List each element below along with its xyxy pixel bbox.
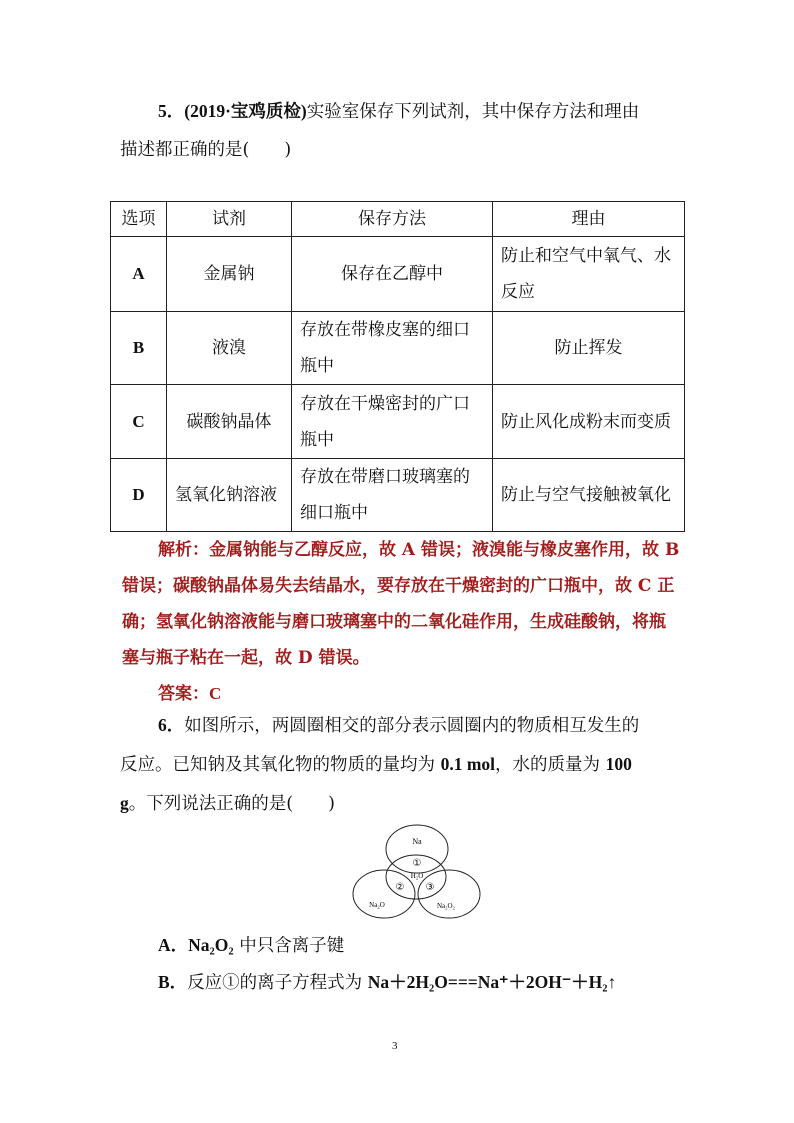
table-row [111,312,685,385]
question-6-line1: 如图所示，两圆圈相交的部分表示圆圈内的物质相互发生的 [184,716,640,736]
option-b-equation: Na＋2H₂O===Na⁺＋2OH⁻＋H₂↑ [367,972,617,992]
table-header-row [111,202,685,237]
option-a-formula: Na₂O₂ [188,935,234,955]
row-option: C [111,385,167,459]
row-reason: 防止和空气中氧气、水反应 [493,237,685,312]
answer-label: 答案 [158,684,192,704]
row-method: 存放在干燥密封的广口瓶中 [292,385,493,459]
answer-value: C [209,684,222,703]
question-6-mass-unit: g [120,793,129,813]
circle-na2o [353,870,415,918]
reagent-table [110,201,685,532]
mark-2: ② [395,882,405,893]
reaction-venn-diagram [350,822,484,922]
option-b [158,964,616,1001]
question-6-amount: 0.1 mol [440,754,496,774]
question-6 [120,706,680,823]
mark-1: ① [412,858,422,869]
row-reagent: 金属钠 [167,237,292,312]
option-a [158,927,344,964]
header-reason: 理由 [493,202,685,237]
answer-block: 答案：C [158,684,222,704]
label-na: Na [412,837,422,846]
page-number: 3 [392,1040,398,1052]
question-5 [120,92,680,169]
row-reason: 防止风化成粉末而变质 [493,385,685,459]
label-na2o2: Na₂O₂ [436,902,456,910]
question-6-line2a: 反应。已知钠及其氧化物的物质的量均为 [120,755,441,775]
row-option: B [111,312,167,385]
row-method: 保存在乙醇中 [292,237,493,312]
row-option: D [111,459,167,532]
question-6-line3: 。下列说法正确的是( ) [128,794,335,814]
row-reagent: 碳酸钠晶体 [167,385,292,459]
question-5-number: 5． [158,101,185,121]
table-row [111,237,685,312]
option-b-text: 反应①的离子方程式为 [187,973,368,993]
row-option: A [111,237,167,312]
question-6-line2b: ，水的质量为 [495,755,606,775]
row-reason: 防止与空气接触被氧化 [493,459,685,532]
question-5-source: (2019·宝鸡质检) [184,101,307,121]
row-method: 存放在带橡皮塞的细口瓶中 [292,312,493,385]
question-5-line2: 描述都正确的是( ) [120,140,292,160]
option-a-letter: A． [158,935,189,955]
question-6-mass-num: 100 [605,754,632,774]
question-6-number: 6． [158,715,185,735]
option-b-letter: B． [158,972,188,992]
label-h2o: H₂O [410,872,424,880]
row-reason: 防止挥发 [493,312,685,385]
table-row [111,459,685,532]
label-na2o: Na₂O [369,901,385,909]
header-option: 选项 [111,202,167,237]
header-reagent: 试剂 [167,202,292,237]
row-method: 存放在带磨口玻璃塞的细口瓶中 [292,459,493,532]
analysis-block [122,532,682,676]
mark-3: ③ [425,882,435,893]
header-method: 保存方法 [292,202,493,237]
analysis-text: ：金属钠能与乙醇反应，故 A 错误；液溴能与橡皮塞作用，故 B 错误；碳酸钠晶体易失去结晶水，要存放在干燥密封的广口瓶中，故 C 正确；氢氧化钠溶液能与磨口玻璃塞中的二氧化硅作用，生成硅酸钠，将瓶塞与瓶子粘在一起，故 D 错误。 [122,540,680,668]
row-reagent: 液溴 [167,312,292,385]
option-a-text: 中只含离子键 [239,936,345,956]
question-5-line1: 实验室保存下列试剂，其中保存方法和理由 [306,102,640,122]
table-row [111,385,685,459]
analysis-label: 解析 [158,540,192,560]
row-reagent: 氢氧化钠溶液 [167,459,292,532]
circle-na2o2 [418,870,480,918]
